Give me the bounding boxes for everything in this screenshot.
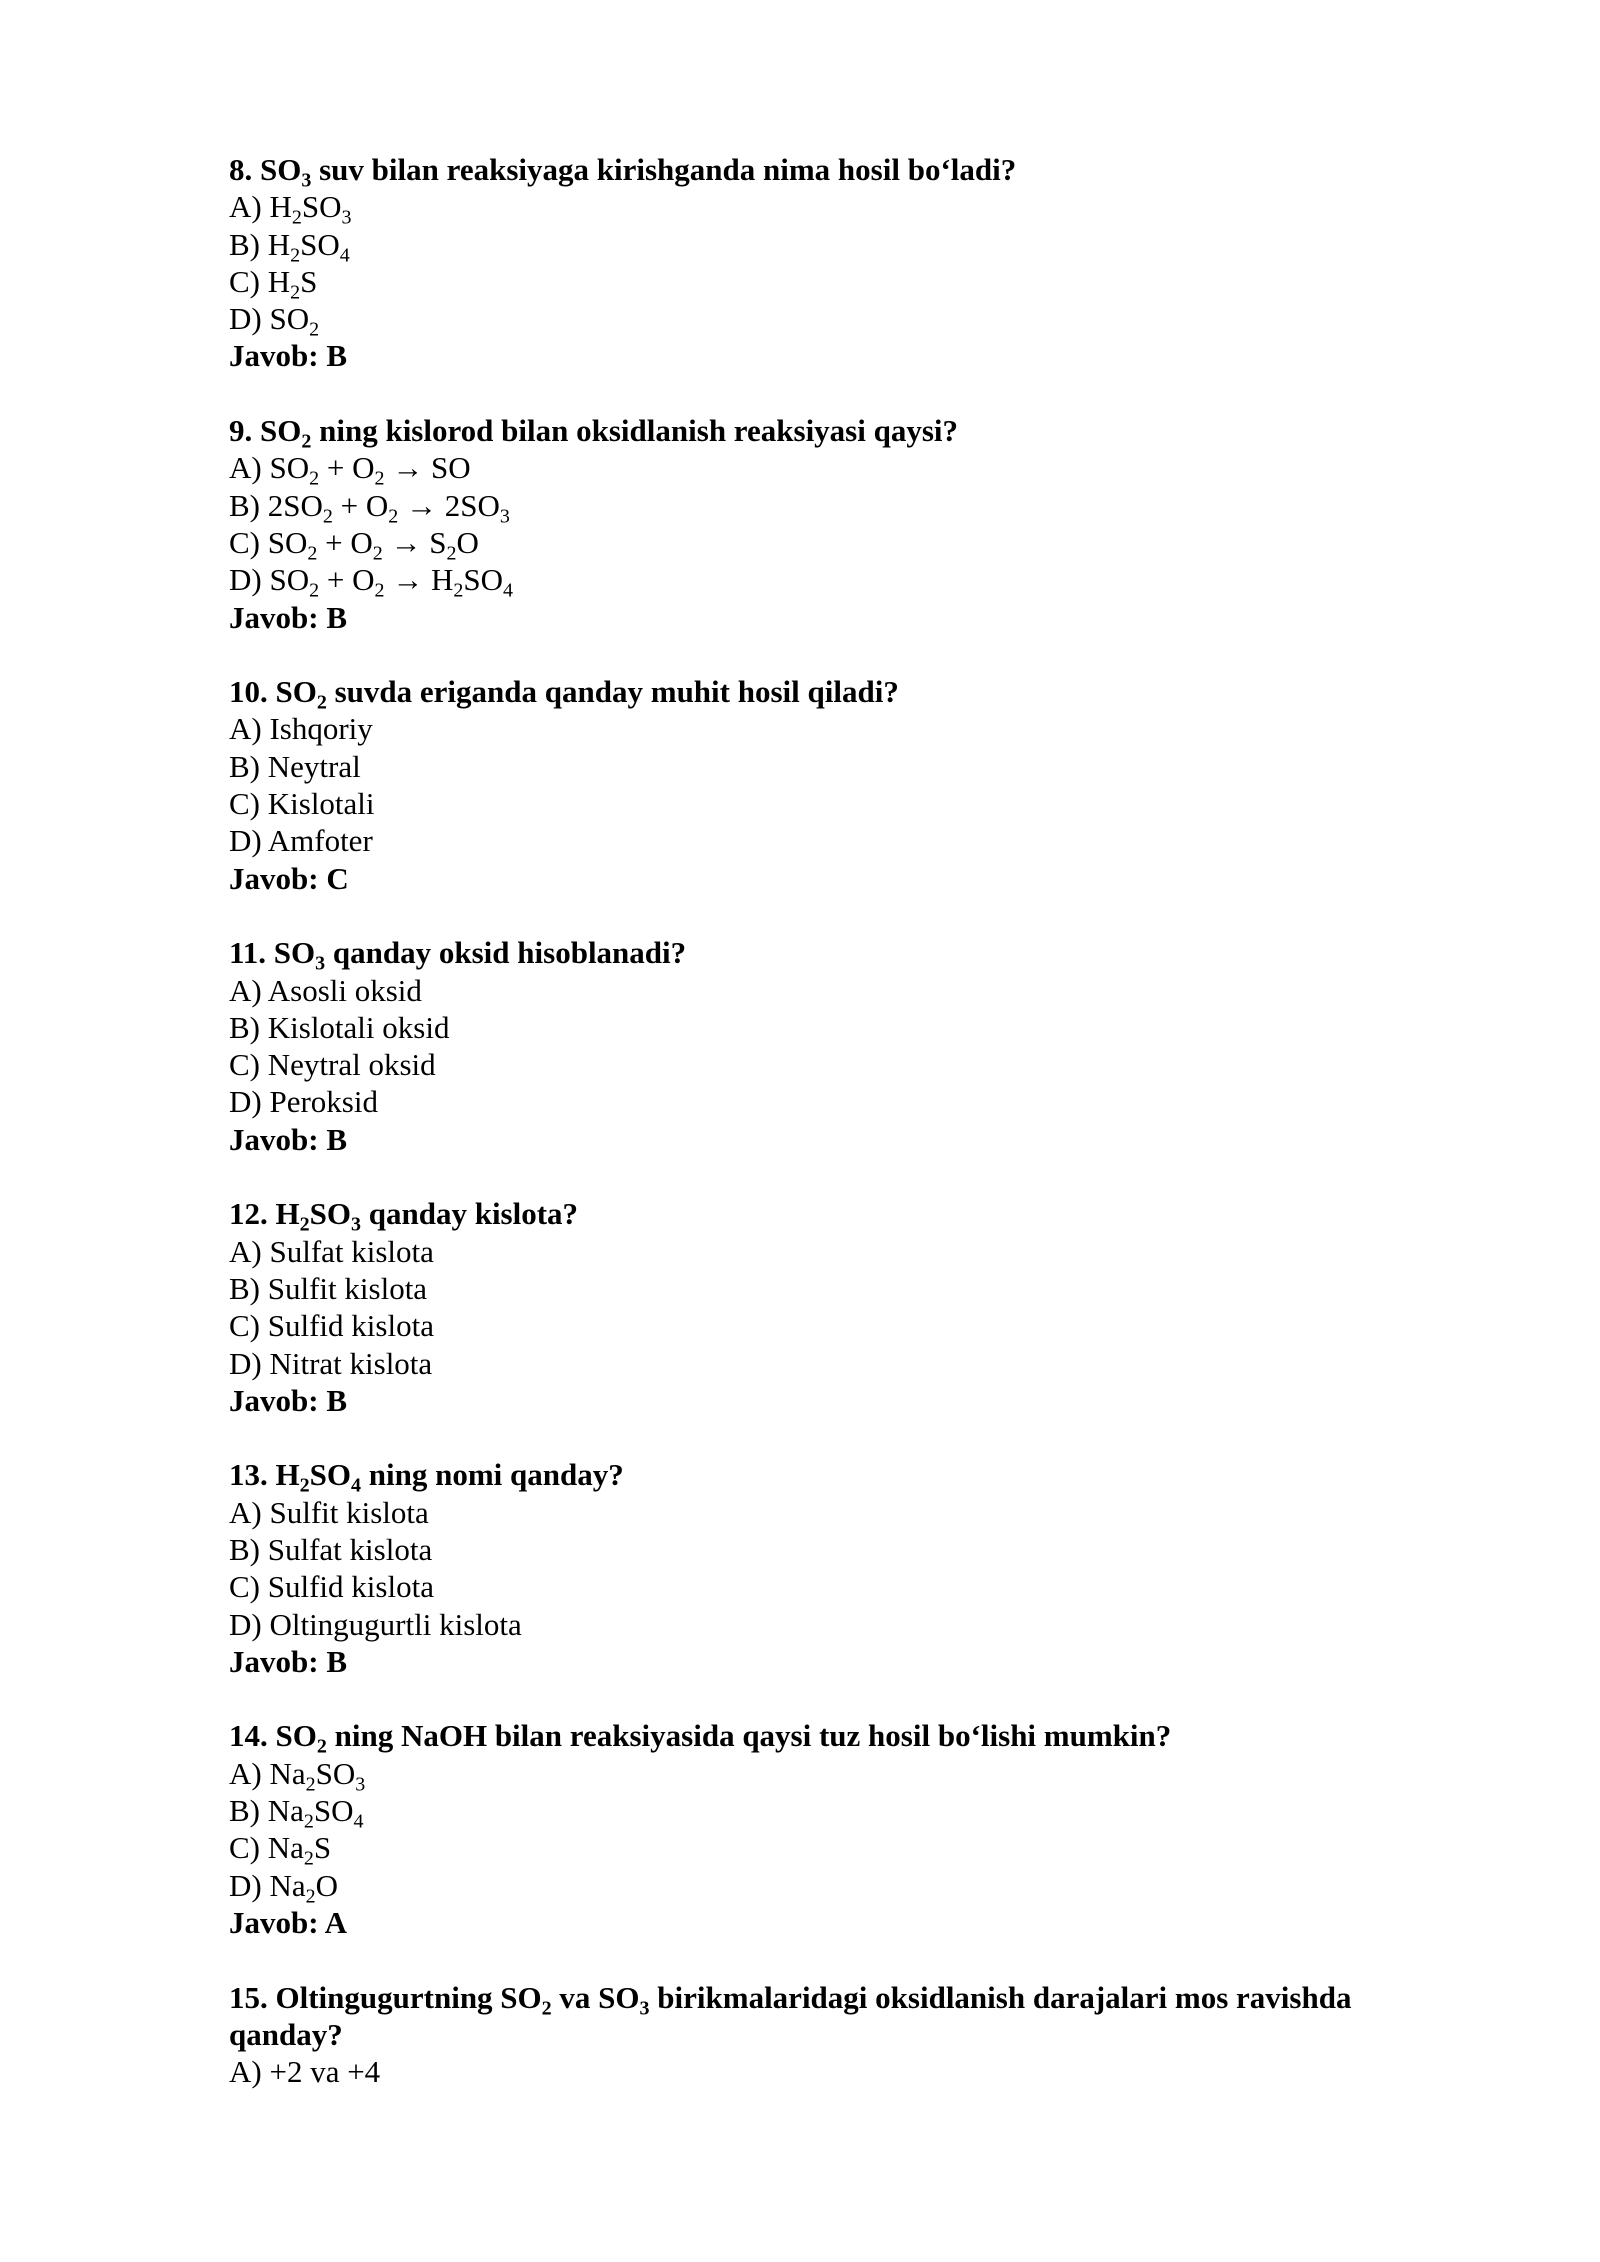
answer-option [229, 1233, 1409, 1270]
question-number: 10. [229, 674, 268, 710]
text-segment: C) Kislotali [229, 786, 375, 822]
text-segment: A) Asosli oksid [229, 972, 422, 1008]
text-segment: SO [252, 152, 302, 187]
subscript: 2 [309, 579, 320, 602]
answer-option [229, 1867, 1409, 1908]
text-segment: SO [267, 1718, 317, 1754]
text-segment: A) Sulfat kislota [229, 1233, 434, 1269]
subscript: 3 [355, 1773, 366, 1796]
answer-option [229, 1755, 1409, 1796]
subscript: 2 [303, 1847, 314, 1870]
text-segment: ning NaOH bilan reaksiyasida qaysi tuz hosil bo‘lishi mumkin? [326, 1718, 1172, 1754]
text-segment: + O [319, 562, 375, 598]
answer-option [229, 1307, 1409, 1344]
question-number: 14. [229, 1718, 268, 1754]
text-segment: suvda eriganda qanday muhit hosil qiladi? [326, 674, 899, 710]
subscript: 2 [303, 1810, 314, 1833]
text-segment: → S [382, 524, 447, 560]
subscript: 2 [309, 318, 320, 341]
subscript: 3 [350, 1213, 361, 1236]
answer-option [229, 1494, 1409, 1531]
subscript: 2 [291, 206, 302, 229]
question-text [229, 1195, 1409, 1236]
answer-option [229, 1270, 1409, 1307]
question-number: 12. [229, 1196, 268, 1232]
text-segment: D) Nitrat kislota [229, 1345, 433, 1381]
text-segment: + O [319, 450, 375, 486]
text-segment: A) SO [229, 450, 310, 486]
answer-option [229, 1083, 1409, 1120]
text-segment: Oltingugurtning SO [267, 1979, 542, 2015]
question-block [229, 934, 1409, 1158]
subscript: 2 [305, 1773, 316, 1796]
subscript: 3 [499, 505, 510, 528]
subscript: 2 [309, 467, 320, 490]
subscript: 2 [299, 1213, 310, 1236]
question-number: 8. [229, 152, 253, 187]
text-segment: A) Ishqoriy [229, 711, 373, 747]
answer-option [229, 188, 1409, 229]
question-text [229, 151, 1409, 192]
text-segment: B) Kislotali oksid [229, 1009, 450, 1045]
subscript: 2 [374, 579, 385, 602]
subscript: 2 [290, 281, 301, 304]
text-segment: C) Neytral oksid [229, 1047, 436, 1083]
text-segment: B) Sulfat kislota [229, 1531, 433, 1567]
text-segment: B) Neytral [229, 748, 361, 784]
answer-option [229, 1792, 1409, 1833]
subscript: 2 [453, 579, 464, 602]
subscript: 3 [301, 169, 312, 192]
question-text [229, 1717, 1409, 1758]
question-number: 9. [229, 413, 253, 449]
subscript: 4 [350, 1474, 361, 1497]
text-segment: SO [267, 674, 317, 710]
subscript: 2 [299, 1474, 310, 1497]
subscript: 2 [446, 542, 457, 565]
correct-answer: Javob: B [229, 1121, 347, 1157]
correct-answer: Javob: C [229, 860, 349, 896]
subscript: 3 [341, 206, 352, 229]
subscript: 2 [322, 505, 333, 528]
subscript: 2 [307, 542, 318, 565]
question-text [229, 1979, 1409, 2054]
subscript: 4 [339, 243, 350, 266]
answer-option [229, 449, 1409, 490]
subscript: 2 [305, 1885, 316, 1908]
subscript: 2 [388, 505, 399, 528]
question-block [229, 412, 1409, 636]
correct-answer: Javob: B [229, 599, 347, 635]
text-segment: → H [384, 562, 454, 598]
text-segment: A) Na [229, 1755, 306, 1791]
text-segment: D) Peroksid [229, 1084, 378, 1120]
text-segment: SO [301, 189, 342, 225]
answer-option [229, 263, 1409, 304]
text-segment: suv bilan reaksiyaga kirishganda nima hosil bo‘ladi? [311, 152, 1017, 187]
quiz-content [229, 151, 1409, 2128]
answer-option [229, 524, 1409, 565]
text-segment: C) H [229, 263, 291, 299]
subscript: 2 [541, 1996, 552, 2019]
answer-option [229, 1046, 1409, 1083]
subscript: 2 [372, 542, 383, 565]
text-segment: SO [463, 562, 503, 598]
answer-option [229, 561, 1409, 602]
text-segment: B) Sulfit kislota [229, 1270, 428, 1306]
text-segment: A) H [229, 189, 292, 225]
text-segment: B) H [229, 226, 291, 262]
subscript: 2 [301, 430, 312, 453]
answer-option [229, 710, 1409, 747]
text-segment: S [313, 1830, 332, 1866]
answer-option [229, 1829, 1409, 1870]
subscript: 4 [503, 579, 513, 602]
answer-option [229, 1531, 1409, 1568]
subscript: 2 [316, 691, 327, 714]
text-segment: D) SO [229, 301, 310, 337]
subscript: 4 [353, 1810, 364, 1833]
answer-option [229, 487, 1409, 528]
text-segment: C) Na [229, 1830, 304, 1866]
answer-option [229, 785, 1409, 822]
subscript: 3 [639, 1996, 650, 2019]
text-segment: ning nomi qanday? [360, 1457, 624, 1493]
text-segment: C) Sulfid kislota [229, 1569, 434, 1605]
text-segment: SO [252, 413, 302, 449]
subscript: 2 [316, 1735, 327, 1758]
question-text [229, 934, 1409, 975]
text-segment: H [267, 1457, 300, 1493]
text-segment: qanday kislota? [360, 1196, 579, 1232]
question-text [229, 412, 1409, 453]
answer-option [229, 1345, 1409, 1382]
text-segment: O [456, 524, 479, 560]
text-segment: C) Sulfid kislota [229, 1308, 434, 1344]
text-segment: qanday oksid hisoblanadi? [325, 935, 687, 971]
text-segment: D) Amfoter [229, 823, 373, 859]
text-segment: SO [300, 226, 340, 262]
text-segment: SO [315, 1755, 356, 1791]
text-segment: D) Oltingugurtli kislota [229, 1606, 522, 1642]
correct-answer: Javob: B [229, 338, 347, 374]
question-block [229, 1456, 1409, 1680]
question-block [229, 1717, 1409, 1941]
text-segment: + O [317, 524, 373, 560]
answer-option [229, 1568, 1409, 1605]
question-number: 13. [229, 1457, 268, 1493]
subscript: 2 [374, 467, 385, 490]
answer-option [229, 300, 1409, 341]
text-segment: SO [266, 935, 316, 971]
text-segment: → 2SO [398, 487, 500, 523]
question-number: 11. [229, 935, 267, 971]
text-segment: D) SO [229, 562, 310, 598]
subscript: 2 [290, 243, 301, 266]
text-segment: O [315, 1867, 338, 1903]
text-segment: S [300, 263, 318, 299]
text-segment: → SO [384, 450, 471, 486]
text-segment: SO [309, 1196, 351, 1232]
question-text [229, 673, 1409, 714]
text-segment: + O [332, 487, 389, 523]
answer-option [229, 226, 1409, 266]
text-segment: A) Sulfit kislota [229, 1494, 429, 1530]
answer-option [229, 2053, 1409, 2090]
correct-answer: Javob: A [229, 1904, 347, 1940]
answer-option [229, 1606, 1409, 1643]
question-text [229, 1456, 1409, 1497]
question-block [229, 1979, 1409, 2091]
subscript: 3 [315, 952, 326, 975]
question-number: 15. [229, 1979, 268, 2015]
text-segment: birikmalaridagi oksidlanish darajalari mos ravishda qanday? [229, 1979, 1352, 2052]
correct-answer: Javob: B [229, 1382, 347, 1418]
text-segment: C) SO [229, 524, 308, 560]
question-block [229, 673, 1409, 897]
question-block [229, 1195, 1409, 1419]
text-segment: ning kislorod bilan oksidlanish reaksiyasi qaysi? [311, 413, 959, 449]
text-segment: va SO [551, 1979, 640, 2015]
text-segment: B) Na [229, 1793, 304, 1829]
question-block [229, 151, 1409, 375]
text-segment: D) Na [229, 1867, 306, 1903]
text-segment: A) +2 va +4 [229, 2054, 381, 2090]
answer-option [229, 972, 1409, 1009]
text-segment: SO [313, 1793, 354, 1829]
answer-option [229, 748, 1409, 785]
text-segment: H [267, 1196, 300, 1232]
text-segment: SO [309, 1457, 351, 1493]
correct-answer: Javob: B [229, 1643, 347, 1679]
answer-option [229, 822, 1409, 859]
answer-option [229, 1009, 1409, 1046]
text-segment: B) 2SO [229, 487, 323, 523]
